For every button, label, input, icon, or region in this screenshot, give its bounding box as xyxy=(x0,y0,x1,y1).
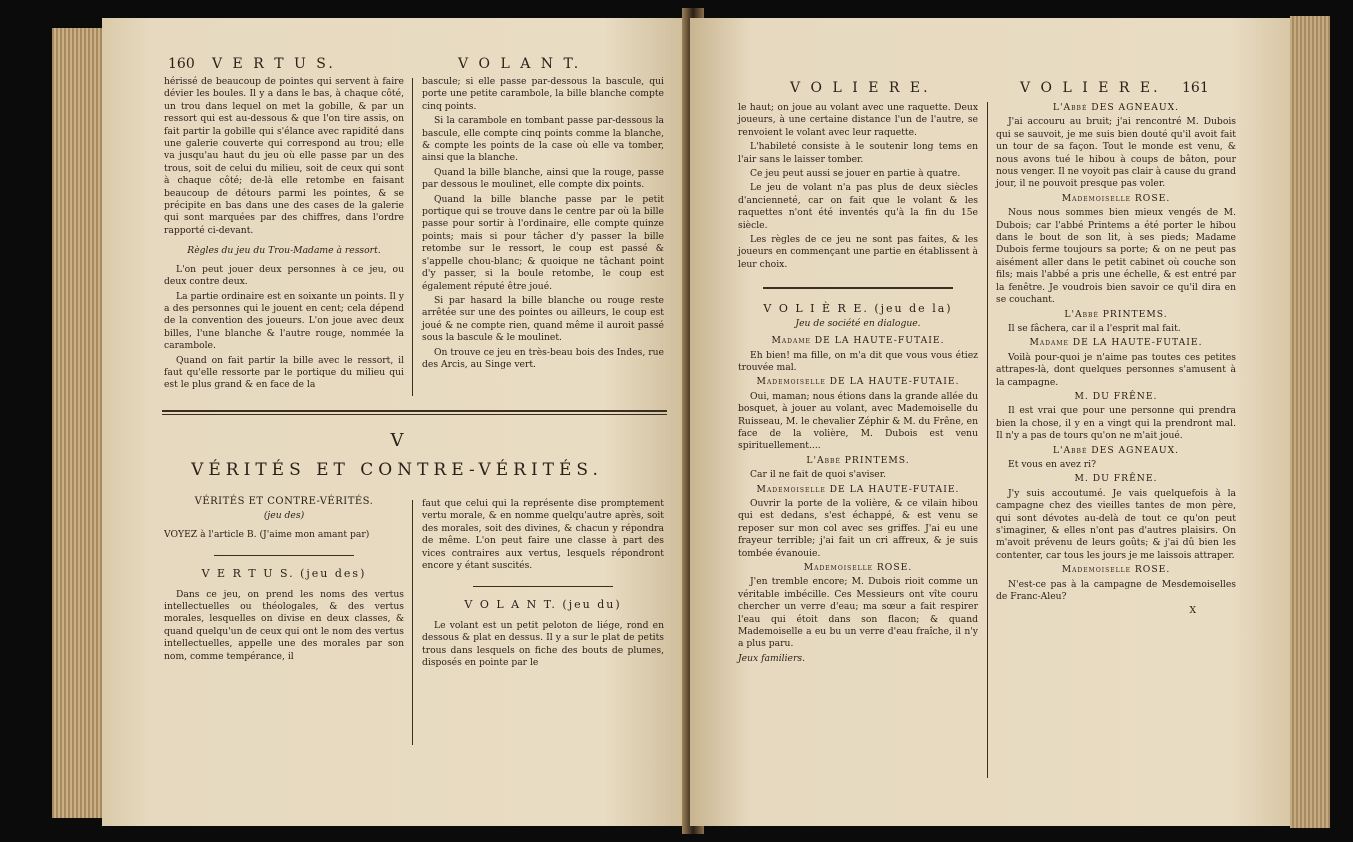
dialogue-speaker: L'Abbé PRINTEMS. xyxy=(806,454,910,466)
open-book xyxy=(22,8,1334,834)
section-divider xyxy=(162,414,667,415)
paragraph: Ce jeu peut aussi se jouer en partie à quatre. xyxy=(750,168,961,180)
dialogue-line: J'ai accouru au bruit; j'ai rencontré M. Dubois qui se sauvoit, je me suis bien douté qu'il avoit fait un tour de sa façon. Tout le monde est venu, & nous avons tué le hibou à coups de bâton, pour nous venger. Il ne voyoit pas clair à cause du grand jour, il ne pouvoit presque pas voler. xyxy=(996,116,1236,190)
dialogue-speaker: Mademoiselle DE LA HAUTE-FUTAIE. xyxy=(756,376,960,388)
entry-heading: V O L I È R E. (jeu de la) xyxy=(763,302,953,316)
paragraph: Quand la bille blanche passe par le petit portique qui se trouve dans le centre par où la bille passe pour sortir à l'ordinaire, elle compte quinze points; mais si pour tâcher d'y passer la bille retombe sur le ressort, le coup est passé & s'appelle chou-blanc; & quoique ne tâchant point d'y passer, si la boule retombe, le coup est également réputé être joué. xyxy=(422,193,664,292)
paragraph: Les règles de ce jeu ne sont pas faites, & les joueurs en commençant une partie en établissent à leur choix. xyxy=(738,234,978,270)
dialogue-speaker: Mademoiselle ROSE. xyxy=(1061,564,1171,576)
paragraph: L'habileté consiste à le soutenir long tems en l'air sans le laisser tomber. xyxy=(738,141,978,165)
dialogue-line: Il se fâchera, car il a l'esprit mal fait. xyxy=(1008,322,1181,334)
entry-heading: V O L A N T. (jeu du) xyxy=(464,598,622,612)
dialogue-line: Voilà pour-quoi je n'aime pas toutes ces petites attrapes-là, dont quelques personnes s'amusent à la campagne. xyxy=(996,351,1236,388)
dialogue-line: N'est-ce pas à la campagne de Mesdemoiselles de Franc-Aleu? xyxy=(996,578,1236,603)
left-column-2 xyxy=(422,76,664,373)
entry-heading: VÉRITÉS ET CONTRE-VÉRITÉS. xyxy=(194,496,374,507)
page-number: 161 xyxy=(1182,80,1209,96)
running-header-left: V O L I E R E. xyxy=(790,80,931,96)
dialogue-speaker: M. DU FRÊNE. xyxy=(1074,473,1158,485)
paragraph: Si la carambole en tombant passe par-dessous la bascule, elle compte cinq points comme la blanche, & compte les points de la case où elle va tomber, ainsi que la blanche. xyxy=(422,115,664,164)
dialogue-line: Et vous en avez ri? xyxy=(1008,458,1096,470)
dialogue-speaker: Madame DE LA HAUTE-FUTAIE. xyxy=(1029,337,1203,349)
section-subheading: Règles du jeu du Trou-Madame à ressort. xyxy=(187,245,381,257)
dialogue-line: Car il ne fait de quoi s'aviser. xyxy=(750,469,887,481)
paragraph: Le jeu de volant n'a pas plus de deux siècles d'ancienneté, car on fait que le volant & les raquettes n'ont été inventés qu'à la fin du 15e siècle. xyxy=(738,182,978,231)
paragraph: faut que celui qui la représente dise promptement vertu morale, & en nomme quelqu'autre après, soit des morales, soit des divines, & chacun y répondra de même. L'on peut faire une classe à part des vices contraires aux vertus, lesquels répondront encore y étant suscités. xyxy=(422,498,664,572)
section-letter: V xyxy=(390,430,404,451)
right-page xyxy=(690,18,1290,826)
dialogue-speaker: Mademoiselle ROSE. xyxy=(1061,192,1171,204)
page-number: 160 xyxy=(168,56,195,72)
dialogue-speaker: Mademoiselle DE LA HAUTE-FUTAIE. xyxy=(756,483,960,495)
dialogue-speaker: L'Abbé DES AGNEAUX. xyxy=(1052,102,1180,113)
entry-subheading: Jeu de société en dialogue. xyxy=(795,317,921,329)
paragraph: le haut; on joue au volant avec une raquette. Deux joueurs, à une certaine distance l'un de l'autre, se renvoient le volant avec leur raquette. xyxy=(738,102,978,138)
paragraph: Le volant est un petit peloton de liége, rond en dessous & plat en dessus. Il y a sur le plat de petits trous dans lesquels on fiche des bouts de plumes, disposés en pointe par le xyxy=(422,619,664,669)
signature-letter: X xyxy=(1189,605,1196,617)
dialogue-line: Il est vrai que pour une personne qui prendra bien la chose, il y en a vingt qui la prendront mal. Il n'y a pas de tours qu'on ne m'ait joué. xyxy=(996,405,1236,442)
left-page-edges xyxy=(52,28,102,818)
column-rule xyxy=(412,78,413,396)
dialogue-line: J'y suis accoutumé. Je vais quelquefois à la campagne chez des vieilles tantes de mon père, qui sont dévotes au-delà de tout ce qu'on peut s'imaginer, & elles n'ont pas d'autres plaisirs. On m'avoit prévenu de leurs goûts; & j'ai dû bien les contenter, car tous les jours je me laissois attraper. xyxy=(996,487,1236,561)
column-rule xyxy=(987,102,988,778)
running-header-left: V E R T U S. xyxy=(212,56,336,72)
paragraph: Dans ce jeu, on prend les noms des vertus intellectuelles ou théologales, & des vertus morales, lesquelles on divise en deux classes, & quand quelqu'un de ceux qui ont le nom des vertus intellectuelles, appelle une des morales par son nom, comme tempérance, il xyxy=(164,588,404,662)
dialogue-speaker: Madame DE LA HAUTE-FUTAIE. xyxy=(771,335,945,347)
paragraph: On trouve ce jeu en très-beau bois des Indes, rue des Arcis, au Singe vert. xyxy=(422,346,664,370)
section-title: VÉRITÉS ET CONTRE-VÉRITÉS. xyxy=(191,460,603,480)
paragraph: VOYEZ à l'article B. (J'aime mon amant par) xyxy=(164,528,370,540)
left-column-3 xyxy=(164,496,404,665)
right-column-2 xyxy=(996,102,1236,620)
section-divider xyxy=(162,410,667,412)
right-page-edges xyxy=(1290,16,1330,828)
entry-heading: V E R T U S. (jeu des) xyxy=(201,567,367,581)
dialogue-line: J'en tremble encore; M. Dubois rioit comme un véritable imbécille. Ces Messieurs ont vîte couru chercher un verre d'eau; ma sœur a fait respirer l'eau qui étoit dans son flacon; & quand Mademoiselle a eu bu un verre d'eau fraîche, il n'y a plus paru. xyxy=(738,576,978,650)
dialogue-speaker: L'Abbé PRINTEMS. xyxy=(1064,308,1168,320)
paragraph: hérissé de beaucoup de pointes qui servent à faire dévier les boules. Il y a dans le bas, à chaque côté, un trou dans lequel on met la gobille, & par un ressort qui est au-dessous & que l'on tire assis, on fait partir la gobille qui s'élance avec rapidité dans une galerie couverte qui correspond au trou; elle va jusqu'au haut du jeu où elle passe par un des trous, soit de celui du milieu, soit de ceux qui sont à chaque côté; de-là elle retombe en faisant beaucoup de détours parmi les pointes, & se précipite en bas dans une des cases de la galerie qui sont marquées par des chiffres, dans l'ordre rapporté ci-devant. xyxy=(164,76,404,236)
rule xyxy=(214,555,354,556)
paragraph: Quand la bille blanche, ainsi que la rouge, passe par dessous le moulinet, elle compte dix points. xyxy=(422,166,664,191)
left-column-1 xyxy=(164,76,404,394)
dialogue-line: Eh bien! ma fille, on m'a dit que vous vous étiez trouvée mal. xyxy=(738,349,978,373)
dialogue-speaker: Mademoiselle ROSE. xyxy=(803,562,913,573)
rule xyxy=(763,287,953,289)
left-column-4 xyxy=(422,498,664,671)
right-column-1 xyxy=(738,102,978,667)
rule xyxy=(473,586,613,587)
dialogue-line: Ouvrir la porte de la volière, & ce vilain hibou qui est dedans, s'est échappé, & est venu se reposer sur mon col avec ses griffes. J'ai eu une frayeur terrible; j'ai fait un cri affreux, & je suis tombée évanouie. xyxy=(738,497,978,559)
running-header-right: V O L A N T. xyxy=(458,56,582,72)
dialogue-line: Oui, maman; nous étions dans la grande allée du bosquet, à jouer au volant, avec Mademoiselle du Ruisseau, M. le chevalier Zéphir & M. du Frêne, en face de la volière, M. Dubois est venu spirituellement.... xyxy=(738,390,978,452)
signature-mark: Jeux familiers. xyxy=(738,652,806,664)
paragraph: L'on peut jouer deux personnes à ce jeu, ou deux contre deux. xyxy=(164,263,404,288)
paragraph: Si par hasard la bille blanche ou rouge reste arrêtée sur une des pointes ou ailleurs, le coup est joué & ne compte rien, quand même il auroit passé sous la bascule & le moulinet. xyxy=(422,294,664,344)
dialogue-speaker: L'Abbé DES AGNEAUX. xyxy=(1052,444,1180,456)
dialogue-speaker: M. DU FRÊNE. xyxy=(1074,390,1158,402)
paragraph: La partie ordinaire est en soixante un points. Il y a des personnes qui le jouent en cent; cela dépend de la convention des joueurs. L'on joue avec deux billes, l'une blanche & l'autre rouge, nommée la carambole. xyxy=(164,290,404,352)
entry-subheading: (jeu des) xyxy=(263,510,305,522)
dialogue-line: Nous nous sommes bien mieux vengés de M. Dubois; car l'abbé Printems a été porter le hibou dans le bout de son lit, à ses pieds; Madame Dubois ferme toujours sa porte; & on ne peut pas aisément aller dans le petit cabinet où couche son fils; mais l'abbé a pris une échelle, & est entré par la fenêtre. Je voudrois bien savoir ce qu'il dira en se couchant. xyxy=(996,207,1236,306)
left-page xyxy=(102,18,692,826)
running-header-right: V O L I E R E. xyxy=(1020,80,1161,96)
paragraph: Quand on fait partir la bille avec le ressort, il faut qu'elle ressorte par le portique du milieu qui est le plus grand & en face de la xyxy=(164,354,404,391)
paragraph: bascule; si elle passe par-dessous la bascule, qui porte une petite carambole, la bille blanche compte cinq points. xyxy=(422,76,664,112)
column-rule xyxy=(412,500,413,745)
